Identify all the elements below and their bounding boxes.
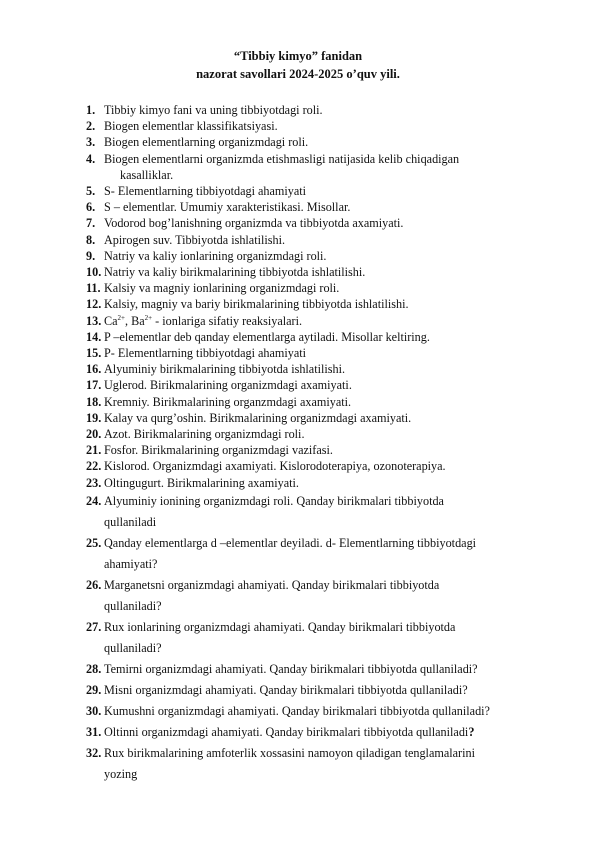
calcium-ion: Ca [104,313,118,328]
question-item [86,701,556,722]
question-item [86,264,556,280]
question-text: Kalsiy va magniy ionlarining organizmdagi roli. [104,281,340,296]
question-text: Kislorod. Organizmdagi axamiyati. Kislorodoterapiya, ozonoterapiya. [104,459,446,474]
question-text: Temirni organizmdagi ahamiyati. Qanday birikmalari tibbiyotda qullaniladi? [104,661,478,676]
question-text: Alyuminiy birikmalarining tibbiyotda ishlatilishi. [104,362,346,377]
question-text: Tibbiy kimyo fani va uning tibbiyotdagi roli. [104,103,323,117]
question-number: 30. [86,703,102,718]
question-text: Biogen elementlarning organizmdagi roli. [104,135,309,150]
question-number: 23. [86,475,102,490]
question-text-main: Oltinni organizmdagi ahamiyati. Qanday birikmalari tibbiyotda qullaniladi [104,724,469,739]
question-text: Qanday elementlarga d –elementlar deyiladi. d- Elementlarning tibbiyotdagi [104,535,477,550]
question-number: 17. [86,378,102,393]
question-text: S- Elementlarning tibbiyotdagi ahamiyati [104,184,307,199]
question-item [86,659,556,680]
question-number: 29. [86,682,102,697]
question-number: 16. [86,362,102,377]
question-number: 21. [86,443,102,458]
question-text: Marganetsni organizmdagi ahamiyati. Qanday birikmalari tibbiyotda [104,577,440,592]
question-number: 6. [86,200,96,215]
question-text-continuation: yozing [104,766,138,781]
question-text: Alyuminiy ionining organizmdagi roli. Qanday birikmalari tibbiyotda [104,493,444,508]
question-number: 25. [86,535,102,550]
question-item [86,215,556,231]
question-item [86,151,556,183]
question-item [86,442,556,458]
question-item [86,377,556,393]
question-number: 4. [86,151,96,166]
question-number: 26. [86,577,102,592]
question-number: 3. [86,135,96,150]
question-text-continuation: qullaniladi? [104,640,162,655]
question-number: 12. [86,297,102,312]
question-text: Kalay va qurg’oshin. Birikmalarining organizmdagi axamiyati. [104,410,412,425]
question-item [86,680,556,701]
question-item [86,426,556,442]
question-text: Fosfor. Birikmalarining organizmdagi vazifasi. [104,443,333,458]
question-text: Misni organizmdagi ahamiyati. Qanday birikmalari tibbiyotda qullaniladi? [104,682,468,697]
question-number: 31. [86,724,102,739]
question-text [86,722,556,743]
calcium-charge: 2+ [117,313,125,322]
question-item [86,575,556,617]
question-item [86,361,556,377]
question-text: Rux birikmalarining amfoterlik xossasini namoyon qiladigan tenglamalarini [104,745,475,760]
question-item [86,617,556,659]
barium-ion: Ba [131,313,145,328]
question-text: Kalsiy, magniy va bariy birikmalarining tibbiyotda ishlatilishi. [104,297,409,312]
question-item [86,313,556,329]
question-text: P –elementlar deb qanday elementlarga aytiladi. Misollar keltiring. [104,329,430,344]
ion-separator: , [125,313,132,328]
question-item [86,329,556,345]
question-number: 9. [86,248,96,263]
question-item [86,345,556,361]
question-number: 5. [86,184,96,199]
question-number: 18. [86,394,102,409]
question-item [86,280,556,296]
question-item [86,491,556,533]
question-number: 20. [86,427,102,442]
question-text: Kremniy. Birikmalarining organzmdagi axamiyati. [104,394,352,409]
question-text: P- Elementlarning tibbiyotdagi ahamiyati [104,346,307,361]
question-text: Azot. Birikmalarining organizmdagi roli. [104,427,305,442]
question-text: S – elementlar. Umumiy xarakteristikasi. Misollar. [104,200,351,215]
question-text: Vodorod bog’lanishning organizmda va tibbiyotda axamiyati. [104,216,404,231]
question-item [86,118,556,134]
question-item [86,134,556,150]
question-number: 32. [86,745,102,760]
barium-charge: 2+ [144,313,153,322]
question-number: 11. [86,281,101,296]
question-item [86,232,556,248]
question-item [86,296,556,312]
question-number: 19. [86,410,102,425]
question-item [86,458,556,474]
question-number: 10. [86,265,102,280]
question-number: 13. [86,313,102,328]
question-list [86,102,556,785]
question-number: 27. [86,619,102,634]
question-text: Biogen elementlar klassifikatsiyasi. [104,119,278,134]
question-item [86,743,556,785]
question-number: 2. [86,119,96,134]
question-mark: ? [468,724,475,739]
question-item [86,183,556,199]
question-text: Biogen elementlarni organizmda etishmasligi natijasida kelib chiqadigan [104,151,460,166]
document-subtitle: nazorat savollari 2024-2025 o’quv yili. [196,67,400,81]
question-text-continuation: kasalliklar. [120,167,174,182]
question-item [86,394,556,410]
question-text: Uglerod. Birikmalarining organizmdagi axamiyati. [104,378,352,393]
question-number: 14. [86,329,102,344]
question-item [86,475,556,491]
question-item [86,248,556,264]
question-text-continuation: ahamiyati? [104,556,158,571]
question-item [86,410,556,426]
question-number: 24. [86,493,102,508]
question-number: 1. [86,103,96,117]
question-text: Oltingugurt. Birikmalarining axamiyati. [104,475,299,490]
question-item [86,199,556,215]
question-text [86,313,556,329]
question-number: 15. [86,346,102,361]
question-number: 28. [86,661,102,676]
question-text: Rux ionlarining organizmdagi ahamiyati. Qanday birikmalari tibbiyotda [104,619,456,634]
question-text: Natriy va kaliy ionlarining organizmdagi roli. [104,248,327,263]
question-text: Kumushni organizmdagi ahamiyati. Qanday birikmalari tibbiyotda qullaniladi? [104,703,490,718]
question-item [86,722,556,743]
question-number: 22. [86,459,102,474]
question-number: 8. [86,232,96,247]
question-item [86,102,556,118]
question-text: Natriy va kaliy birikmalarining tibbiyotda ishlatilishi. [104,265,366,280]
question-text-rest: - ionlariga sifatiy reaksiyalari. [152,313,303,328]
question-text-continuation: qullaniladi? [104,598,162,613]
question-number: 7. [86,216,96,231]
document-title: “Tibbiy kimyo” fanidan [233,49,363,63]
question-text: Apirogen suv. Tibbiyotda ishlatilishi. [104,232,286,247]
question-item [86,533,556,575]
question-text-continuation: qullaniladi [104,514,157,529]
